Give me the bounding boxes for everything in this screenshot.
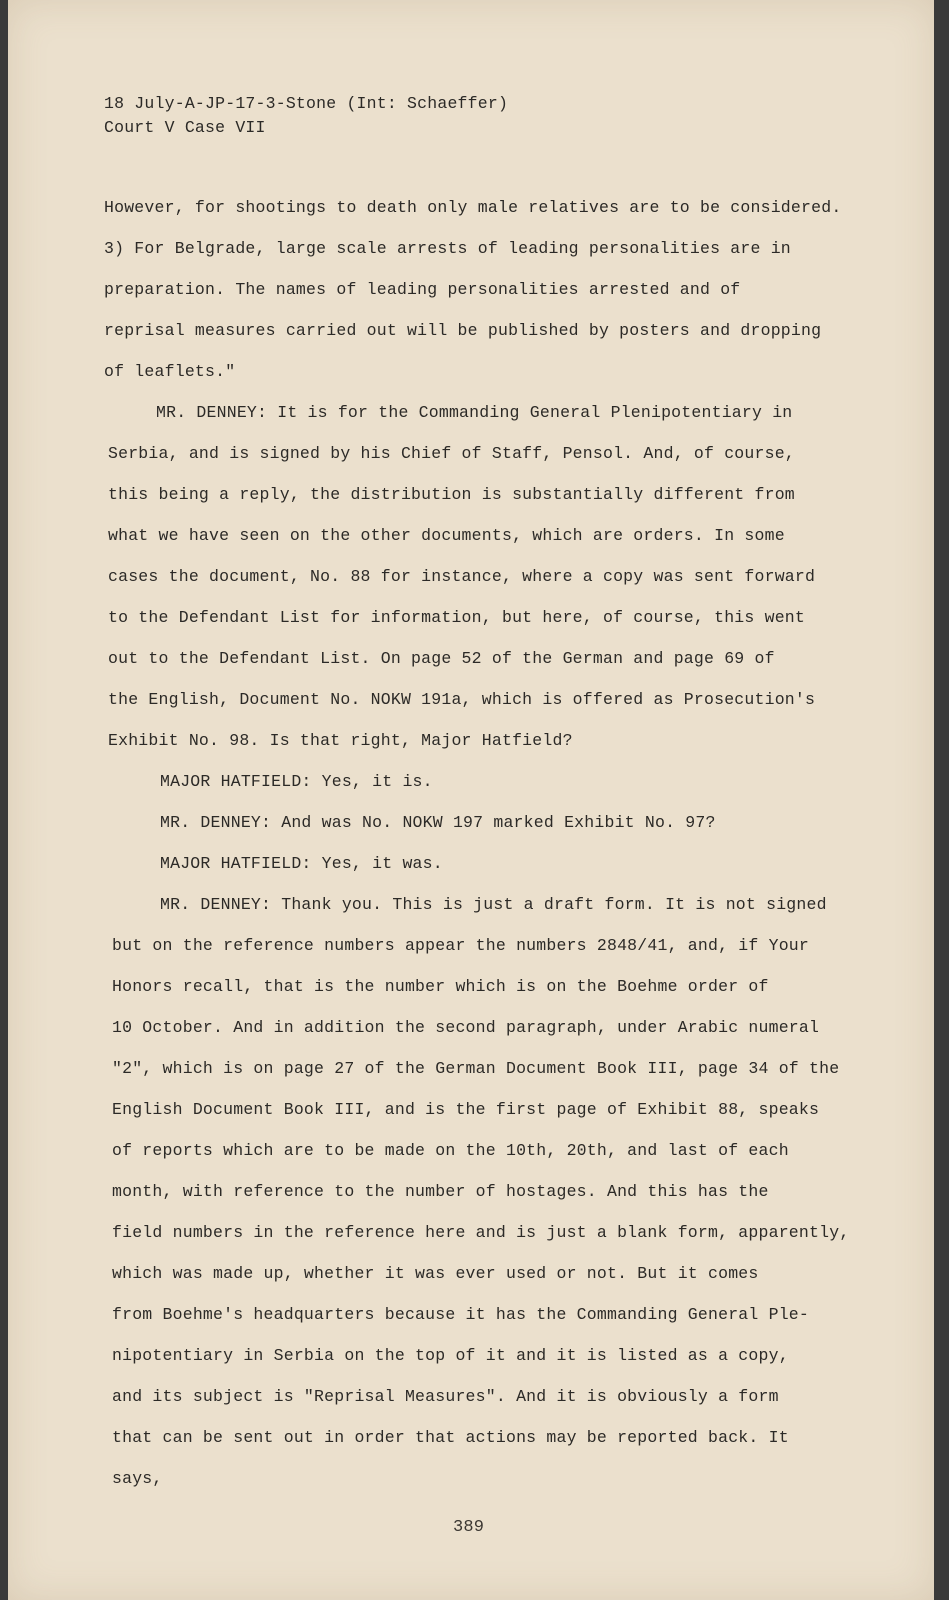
- text-line: MR. DENNEY: It is for the Commanding General Plenipotentiary in: [156, 403, 793, 422]
- text-line: out to the Defendant List. On page 52 of the German and page 69 of: [108, 649, 775, 668]
- text-line: field numbers in the reference here and is just a blank form, apparently,: [112, 1223, 850, 1242]
- text-line: reprisal measures carried out will be published by posters and dropping: [104, 321, 822, 340]
- text-line: of leaflets.": [104, 362, 236, 381]
- header-line-1: 18 July-A-JP-17-3-Stone (Int: Schaeffer): [104, 94, 509, 113]
- text-line: Exhibit No. 98. Is that right, Major Hatfield?: [108, 731, 573, 750]
- text-line: However, for shootings to death only male relatives are to be considered.: [104, 198, 842, 217]
- text-line: to the Defendant List for information, but here, of course, this went: [108, 608, 806, 627]
- document-page: [8, 0, 934, 1600]
- text-line: MR. DENNEY: Thank you. This is just a draft form. It is not signed: [160, 895, 827, 914]
- text-line: but on the reference numbers appear the numbers 2848/41, and, if Your: [112, 936, 810, 955]
- text-line: cases the document, No. 88 for instance, where a copy was sent forward: [108, 567, 816, 586]
- text-line: the English, Document No. NOKW 191a, which is offered as Prosecution's: [108, 690, 816, 709]
- text-line: which was made up, whether it was ever used or not. But it comes: [112, 1264, 759, 1283]
- text-line: that can be sent out in order that actions may be reported back. It: [112, 1428, 789, 1447]
- text-line: 10 October. And in addition the second paragraph, under Arabic numeral: [112, 1018, 820, 1037]
- text-line: and its subject is "Reprisal Measures". And it is obviously a form: [112, 1387, 779, 1406]
- text-line: MAJOR HATFIELD: Yes, it was.: [160, 854, 443, 873]
- text-line: MR. DENNEY: And was No. NOKW 197 marked Exhibit No. 97?: [160, 813, 716, 832]
- page-number: 389: [453, 1518, 485, 1537]
- text-line: from Boehme's headquarters because it has the Commanding General Ple-: [112, 1305, 810, 1324]
- text-line: "2", which is on page 27 of the German Document Book III, page 34 of the: [112, 1059, 840, 1078]
- text-line: 3) For Belgrade, large scale arrests of leading personalities are in: [104, 239, 791, 258]
- text-line: month, with reference to the number of hostages. And this has the: [112, 1182, 769, 1201]
- text-line: Honors recall, that is the number which is on the Boehme order of: [112, 977, 769, 996]
- header-line-2: Court V Case VII: [104, 118, 266, 137]
- text-line: English Document Book III, and is the first page of Exhibit 88, speaks: [112, 1100, 820, 1119]
- text-line: Serbia, and is signed by his Chief of Staff, Pensol. And, of course,: [108, 444, 795, 463]
- text-line: MAJOR HATFIELD: Yes, it is.: [160, 772, 433, 791]
- text-line: of reports which are to be made on the 10th, 20th, and last of each: [112, 1141, 789, 1160]
- text-line: preparation. The names of leading personalities arrested and of: [104, 280, 741, 299]
- text-line: this being a reply, the distribution is substantially different from: [108, 485, 795, 504]
- text-line: what we have seen on the other documents, which are orders. In some: [108, 526, 785, 545]
- text-line: nipotentiary in Serbia on the top of it and it is listed as a copy,: [112, 1346, 789, 1365]
- text-line: says,: [112, 1469, 163, 1488]
